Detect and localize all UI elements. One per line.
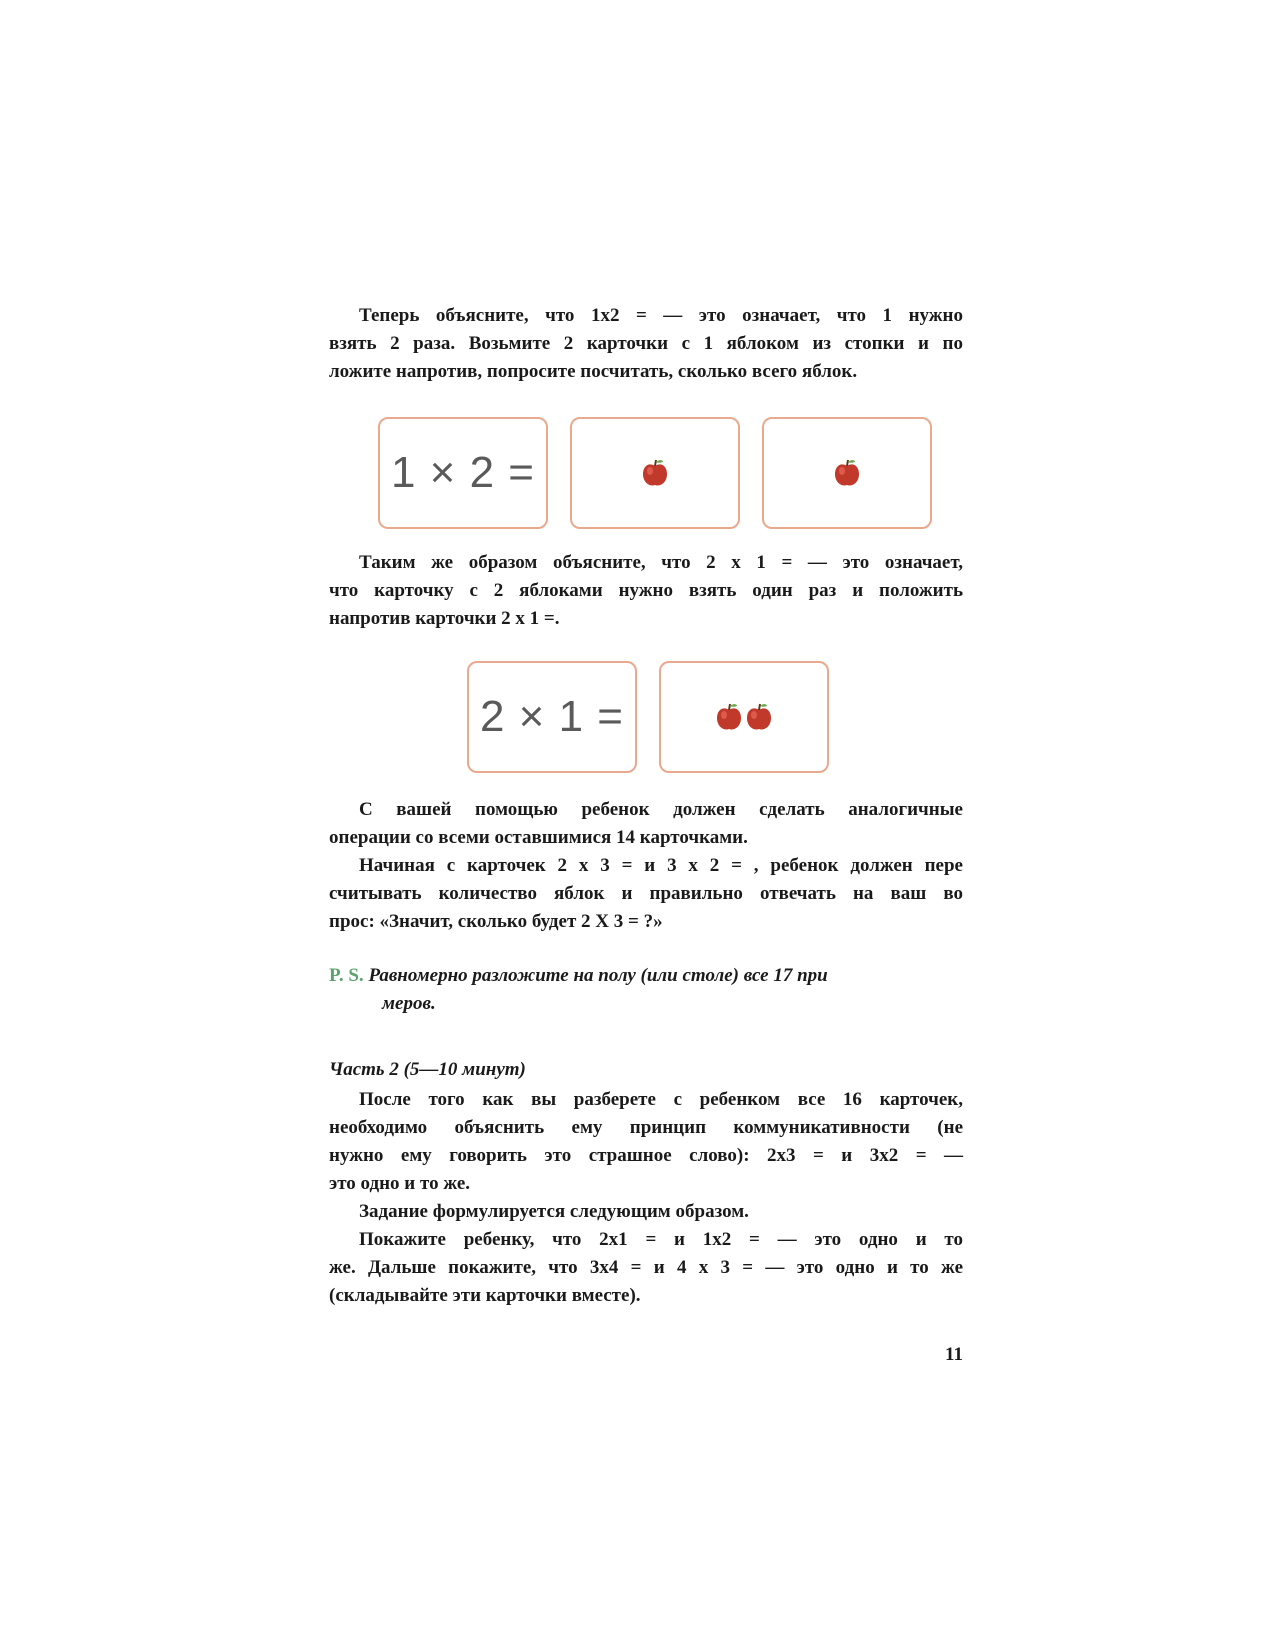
equation-text: 1 × 2 = bbox=[390, 448, 535, 497]
equation-card bbox=[467, 661, 637, 773]
page-number: 11 bbox=[945, 1344, 963, 1365]
ps-text-continuation: меров. bbox=[382, 993, 436, 1014]
ps-text: Равномерно разложите на полу (или столе) все 17 при bbox=[368, 965, 828, 986]
text-line: С вашей помощью ребенок должен сделать аналогичные bbox=[359, 799, 963, 820]
text-line: Таким же образом объясните, что 2 x 1 = — это означает, bbox=[359, 552, 963, 573]
text-line: Покажите ребенку, что 2x1 = и 1x2 = — это одно и то bbox=[359, 1229, 963, 1250]
text-line: Задание формулируется следующим образом. bbox=[359, 1201, 749, 1222]
apple-icon bbox=[833, 458, 861, 488]
equation-card bbox=[378, 417, 548, 529]
paragraph-commutativity bbox=[329, 1086, 963, 1198]
text-line: это одно и то же. bbox=[329, 1173, 471, 1194]
text-line: (складывайте эти карточки вместе). bbox=[329, 1285, 641, 1306]
apple-card bbox=[659, 661, 829, 773]
paragraph-task bbox=[329, 1198, 963, 1226]
paragraph-remaining-cards bbox=[329, 796, 963, 852]
text-line: Начиная с карточек 2 x 3 = и 3 x 2 = , ребенок должен пере bbox=[359, 855, 963, 876]
text-line: же. Дальше покажите, что 3x4 = и 4 x 3 = — это одно и то же bbox=[329, 1257, 963, 1278]
paragraph-counting bbox=[329, 852, 963, 936]
apple-card bbox=[570, 417, 740, 529]
text-line: После того как вы разберете с ребенком все 16 карточек, bbox=[359, 1089, 963, 1110]
text-line: ложите напротив, попросите посчитать, сколько всего яблок. bbox=[329, 361, 858, 382]
text-line: взять 2 раза. Возьмите 2 карточки с 1 яблоком из стопки и по bbox=[329, 333, 963, 354]
text-line: операции со всеми оставшимися 14 карточками. bbox=[329, 827, 748, 848]
equation-text: 2 × 1 = bbox=[479, 692, 624, 741]
apple-icon bbox=[641, 458, 669, 488]
text-line: необходимо объяснить ему принцип коммуникативности (не bbox=[329, 1117, 963, 1138]
apple-icon bbox=[715, 702, 743, 732]
paragraph-explain-1x2 bbox=[329, 302, 963, 386]
text-line: Теперь объясните, что 1x2 = — это означает, что 1 нужно bbox=[359, 305, 963, 326]
postscript bbox=[329, 962, 963, 1018]
apple-icon bbox=[745, 702, 773, 732]
text-line: считывать количество яблок и правильно отвечать на ваш во bbox=[329, 883, 963, 904]
section-heading: Часть 2 (5—10 минут) bbox=[329, 1059, 526, 1080]
text-line: что карточку с 2 яблоками нужно взять один раз и положить bbox=[329, 580, 963, 601]
paragraph-show-child bbox=[329, 1226, 963, 1310]
text-line: напротив карточки 2 x 1 =. bbox=[329, 608, 560, 629]
ps-label: P. S. bbox=[329, 965, 364, 986]
text-line: прос: «Значит, сколько будет 2 X 3 = ?» bbox=[329, 911, 663, 932]
paragraph-explain-2x1 bbox=[329, 549, 963, 633]
apple-card bbox=[762, 417, 932, 529]
text-line: нужно ему говорить это страшное слово): 2x3 = и 3x2 = — bbox=[329, 1145, 963, 1166]
